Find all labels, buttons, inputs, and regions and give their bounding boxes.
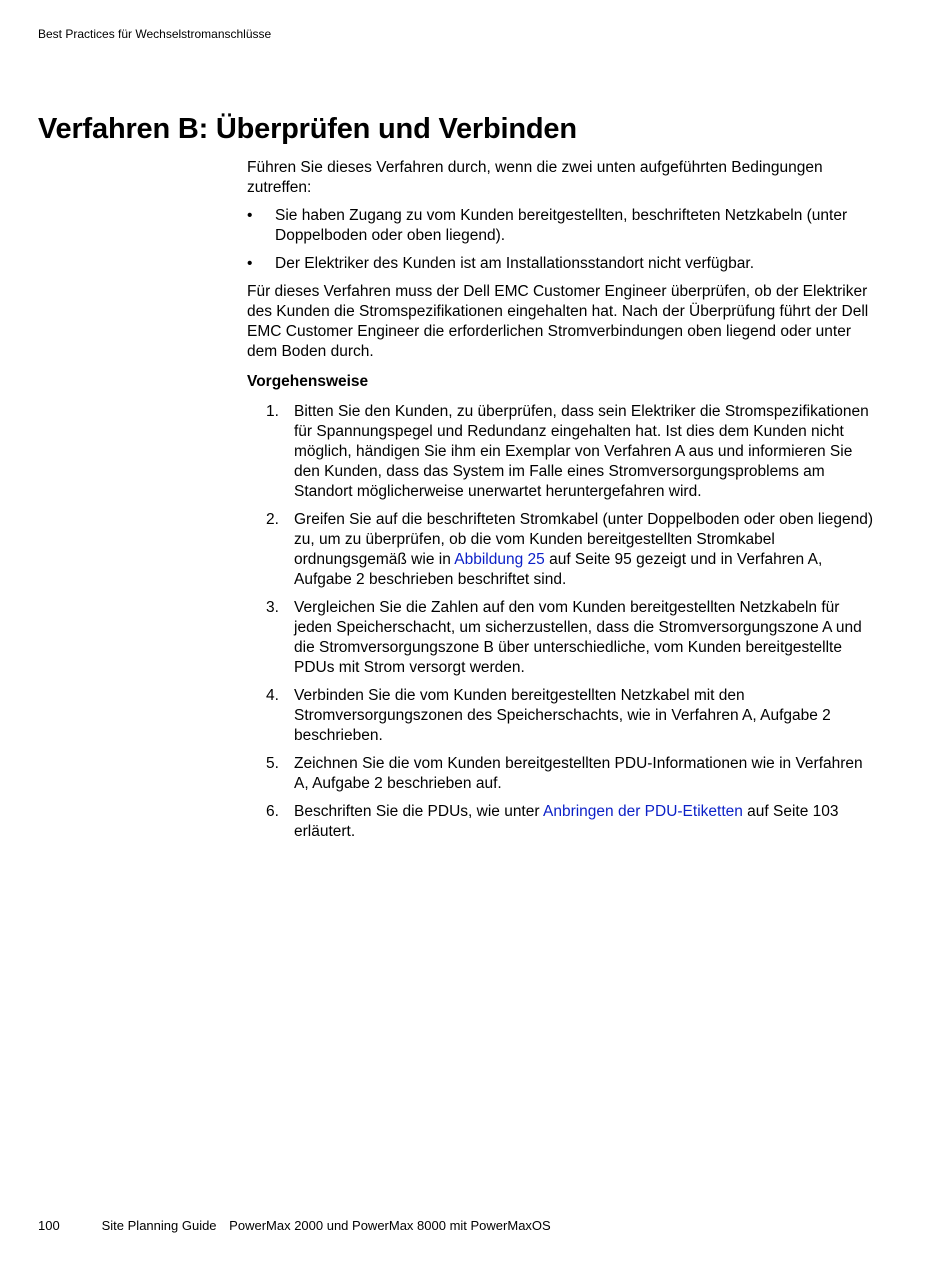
section-body <box>247 158 877 850</box>
step-number: 5. <box>266 755 279 772</box>
description-paragraph: Für dieses Verfahren muss der Dell EMC Customer Engineer überprüfen, ob der Elektriker des Kunden die Stromspezifikationen eingehalten hat. Nach der Überprüfung führt der Dell EMC Customer Engineer die erforderlichen Stromverbindungen oben liegend oder unter dem Boden durch. <box>247 283 869 360</box>
page-footer <box>38 1217 551 1235</box>
step-text-after-link: auf Seite 103 erläutert. <box>294 803 839 840</box>
step-number: 4. <box>266 687 279 704</box>
section-title: Verfahren B: Überprüfen und Verbinden <box>38 113 577 145</box>
step-text: Vergleichen Sie die Zahlen auf den vom Kunden bereitgestellten Netzkabeln für jeden Speicherschacht, um sicherzustellen, dass die Stromversorgungszone A und die Stromversorgungszone B über unterschiedliche, vom Kunden bereitgestellte PDUs mit Strom versorgt werden. <box>294 599 862 676</box>
step-text-before-link: Greifen Sie auf die beschrifteten Stromkabel (unter Doppelboden oder oben liegend) zu, um zu überprüfen, ob die vom Kunden bereitgestellten Stromkabel ordnungsgemäß wie in <box>294 511 874 568</box>
guide-label: Site Planning Guide <box>101 1218 217 1233</box>
step-text: Zeichnen Sie die vom Kunden bereitgestellten PDU-Informationen wie in Verfahren A, Aufgabe 2 beschrieben auf. <box>294 755 863 792</box>
step-number: 3. <box>266 599 279 616</box>
step-item <box>247 686 877 746</box>
intro-paragraph: Führen Sie dieses Verfahren durch, wenn die zwei unten aufgeführten Bedingungen zutreffen: <box>247 159 823 196</box>
condition-text: Sie haben Zugang zu vom Kunden bereitgestellten, beschrifteten Netzkabeln (unter Doppelboden oder oben liegend). <box>275 207 848 244</box>
step-number: 2. <box>266 511 279 528</box>
procedure-heading: Vorgehensweise <box>247 373 369 390</box>
bullet-icon: • <box>247 255 253 272</box>
step-item <box>247 402 877 502</box>
procedure-steps <box>247 402 877 842</box>
step-text: Verbinden Sie die vom Kunden bereitgestellten Netzkabel mit den Stromversorgungszonen des Speicherschachts, wie in Verfahren A, Aufgabe 2 beschrieben. <box>294 687 831 744</box>
page-number: 100 <box>38 1218 60 1233</box>
pdu-labels-link[interactable]: Anbringen der PDU-Etiketten <box>542 803 743 820</box>
figure-25-link[interactable]: Abbildung 25 <box>454 551 545 568</box>
step-number: 6. <box>266 803 279 820</box>
list-item <box>247 254 877 274</box>
step-number: 1. <box>266 403 279 420</box>
step-item <box>247 510 877 590</box>
running-header: Best Practices für Wechselstromanschlüsse <box>38 27 272 41</box>
step-text: Bitten Sie den Kunden, zu überprüfen, dass sein Elektriker die Stromspezifikationen für Spannungspegel und Redundanz eingehalten hat. Ist dies dem Kunden nicht möglich, händigen Sie ihm ein Exemplar von Verfahren A aus und informieren Sie den Kunden, dass das System im Falle eines Stromversorgungsproblems am Standort möglicherweise unerwartet heruntergefahren wird. <box>294 403 869 500</box>
condition-text: Der Elektriker des Kunden ist am Installationsstandort nicht verfügbar. <box>275 255 755 272</box>
step-text-after-link: auf Seite 95 gezeigt und in Verfahren A, Aufgabe 2 beschrieben beschriftet sind. <box>294 551 823 588</box>
list-item <box>247 206 877 246</box>
conditions-list <box>247 206 877 274</box>
step-text-before-link: Beschriften Sie die PDUs, wie unter <box>294 803 543 820</box>
bullet-icon: • <box>247 207 253 224</box>
product-name: PowerMax 2000 und PowerMax 8000 mit PowerMaxOS <box>229 1218 551 1233</box>
step-item <box>247 802 877 842</box>
step-item <box>247 754 877 794</box>
step-item <box>247 598 877 678</box>
